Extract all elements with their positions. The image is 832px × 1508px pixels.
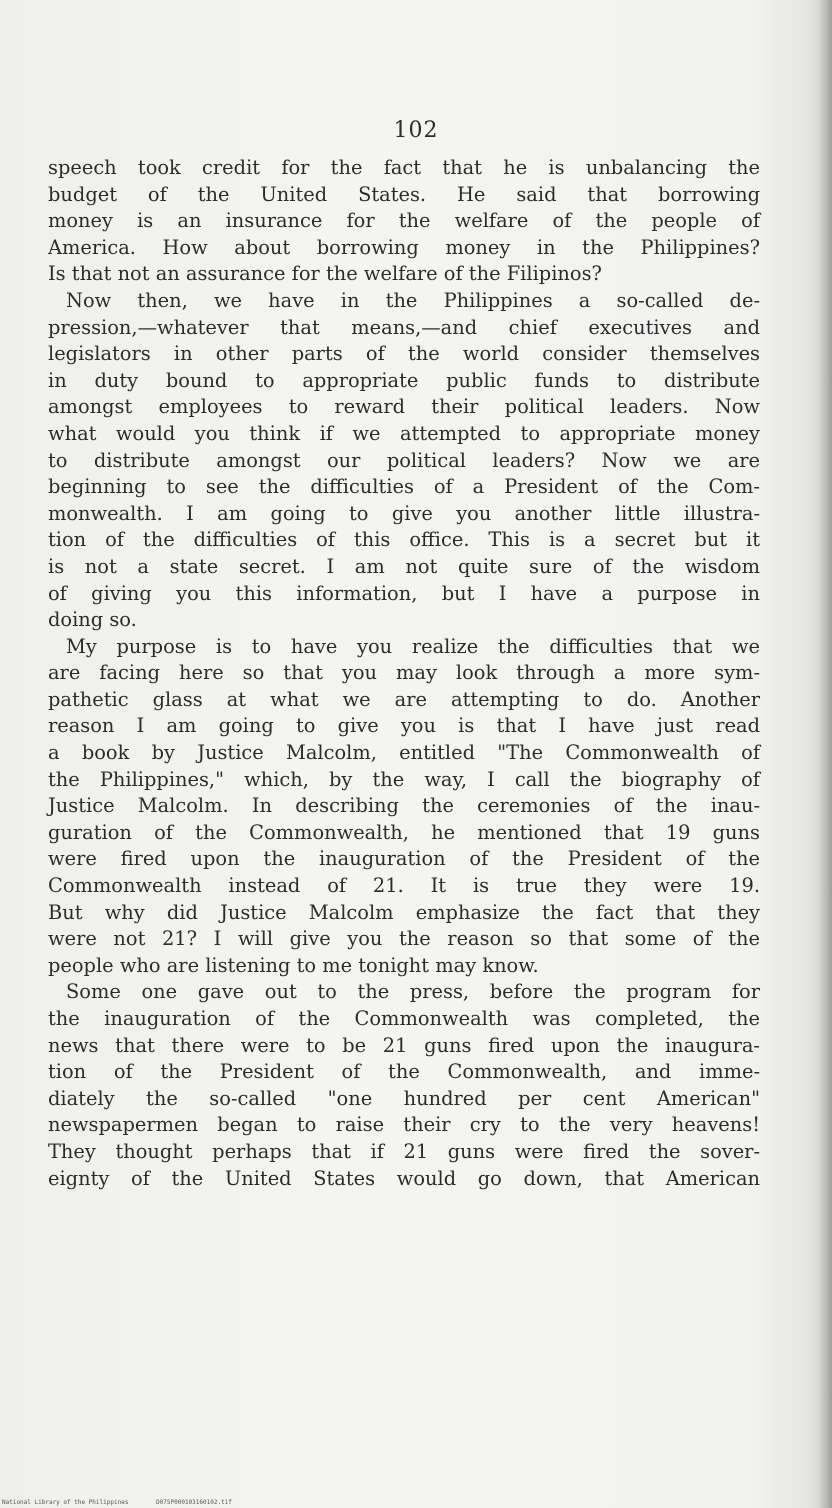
text-line: speech took credit for the fact that he is unbalancing the <box>48 156 760 179</box>
text-line: legislators in other parts of the world consider themselves <box>48 342 760 366</box>
text-line: Now then, we have in the Philippines a so-called de- <box>66 288 760 312</box>
page-number: 102 <box>393 118 439 143</box>
text-line: a book by Justice Malcolm, entitled "The Commonwealth of <box>48 741 760 765</box>
text-line: newspapermen began to raise their cry to the very heavens! <box>48 1113 760 1137</box>
text-line: monwealth. I am going to give you another little illustra- <box>48 501 760 525</box>
text-line: America. How about borrowing money in the Philippines? <box>48 235 760 259</box>
text-line: They thought perhaps that if 21 guns were fired the sover- <box>48 1139 760 1163</box>
text-line: in duty bound to appropriate public funds to distribute <box>48 368 760 392</box>
footer-library: National Library of the Philippines <box>2 1499 129 1506</box>
text-line: But why did Justice Malcolm emphasize the fact that they <box>48 900 760 924</box>
text-line: are facing here so that you may look through a more sym- <box>48 661 760 685</box>
page-edge-shadow <box>818 0 832 1508</box>
text-line: Commonwealth instead of 21. It is true they were 19. <box>48 874 760 898</box>
text-line: the inauguration of the Commonwealth was completed, the <box>48 1007 760 1030</box>
text-line: diately the so-called "one hundred per cent American" <box>48 1086 760 1110</box>
text-line: of giving you this information, but I have a purpose in <box>48 581 760 605</box>
text-line: to distribute amongst our political leaders? Now we are <box>48 448 760 472</box>
text-line: is not a state secret. I am not quite sure of the wisdom <box>48 554 760 578</box>
text-line: eignty of the United States would go down, that American <box>48 1166 760 1190</box>
text-line: tion of the difficulties of this office. This is a secret but it <box>48 528 760 552</box>
body-text <box>48 155 760 1192</box>
text-line: Is that not an assurance for the welfare of the Filipinos? <box>48 262 602 286</box>
text-line: were fired upon the inauguration of the President of the <box>48 847 760 871</box>
text-line: news that there were to be 21 guns fired upon the inaugura- <box>48 1033 760 1057</box>
text-line: guration of the Commonwealth, he mentioned that 19 guns <box>48 820 760 844</box>
footer-file-id: D07SP000103160102.tif <box>156 1499 232 1506</box>
text-line: My purpose is to have you realize the difficulties that we <box>66 634 760 658</box>
text-line: were not 21? I will give you the reason so that some of the <box>48 927 760 951</box>
text-line: doing so. <box>48 608 137 632</box>
text-line: money is an insurance for the welfare of the people of <box>48 209 760 233</box>
text-line: amongst employees to reward their political leaders. Now <box>48 395 760 419</box>
text-line: reason I am going to give you is that I have just read <box>48 714 760 738</box>
text-line: Justice Malcolm. In describing the ceremonies of the inau- <box>48 794 760 818</box>
text-line: Some one gave out to the press, before the program for <box>66 980 760 1004</box>
text-line: beginning to see the difficulties of a President of the Com- <box>48 475 760 499</box>
text-line: the Philippines," which, by the way, I call the biography of <box>48 767 760 791</box>
text-line: what would you think if we attempted to appropriate money <box>48 421 760 445</box>
text-line: budget of the United States. He said that borrowing <box>48 182 760 206</box>
text-line: pression,—whatever that means,—and chief executives and <box>48 315 760 339</box>
text-line: people who are listening to me tonight may know. <box>48 953 539 977</box>
text-line: pathetic glass at what we are attempting to do. Another <box>48 687 760 711</box>
scan-footer <box>2 1499 256 1506</box>
text-line: tion of the President of the Commonwealth, and imme- <box>48 1060 760 1084</box>
